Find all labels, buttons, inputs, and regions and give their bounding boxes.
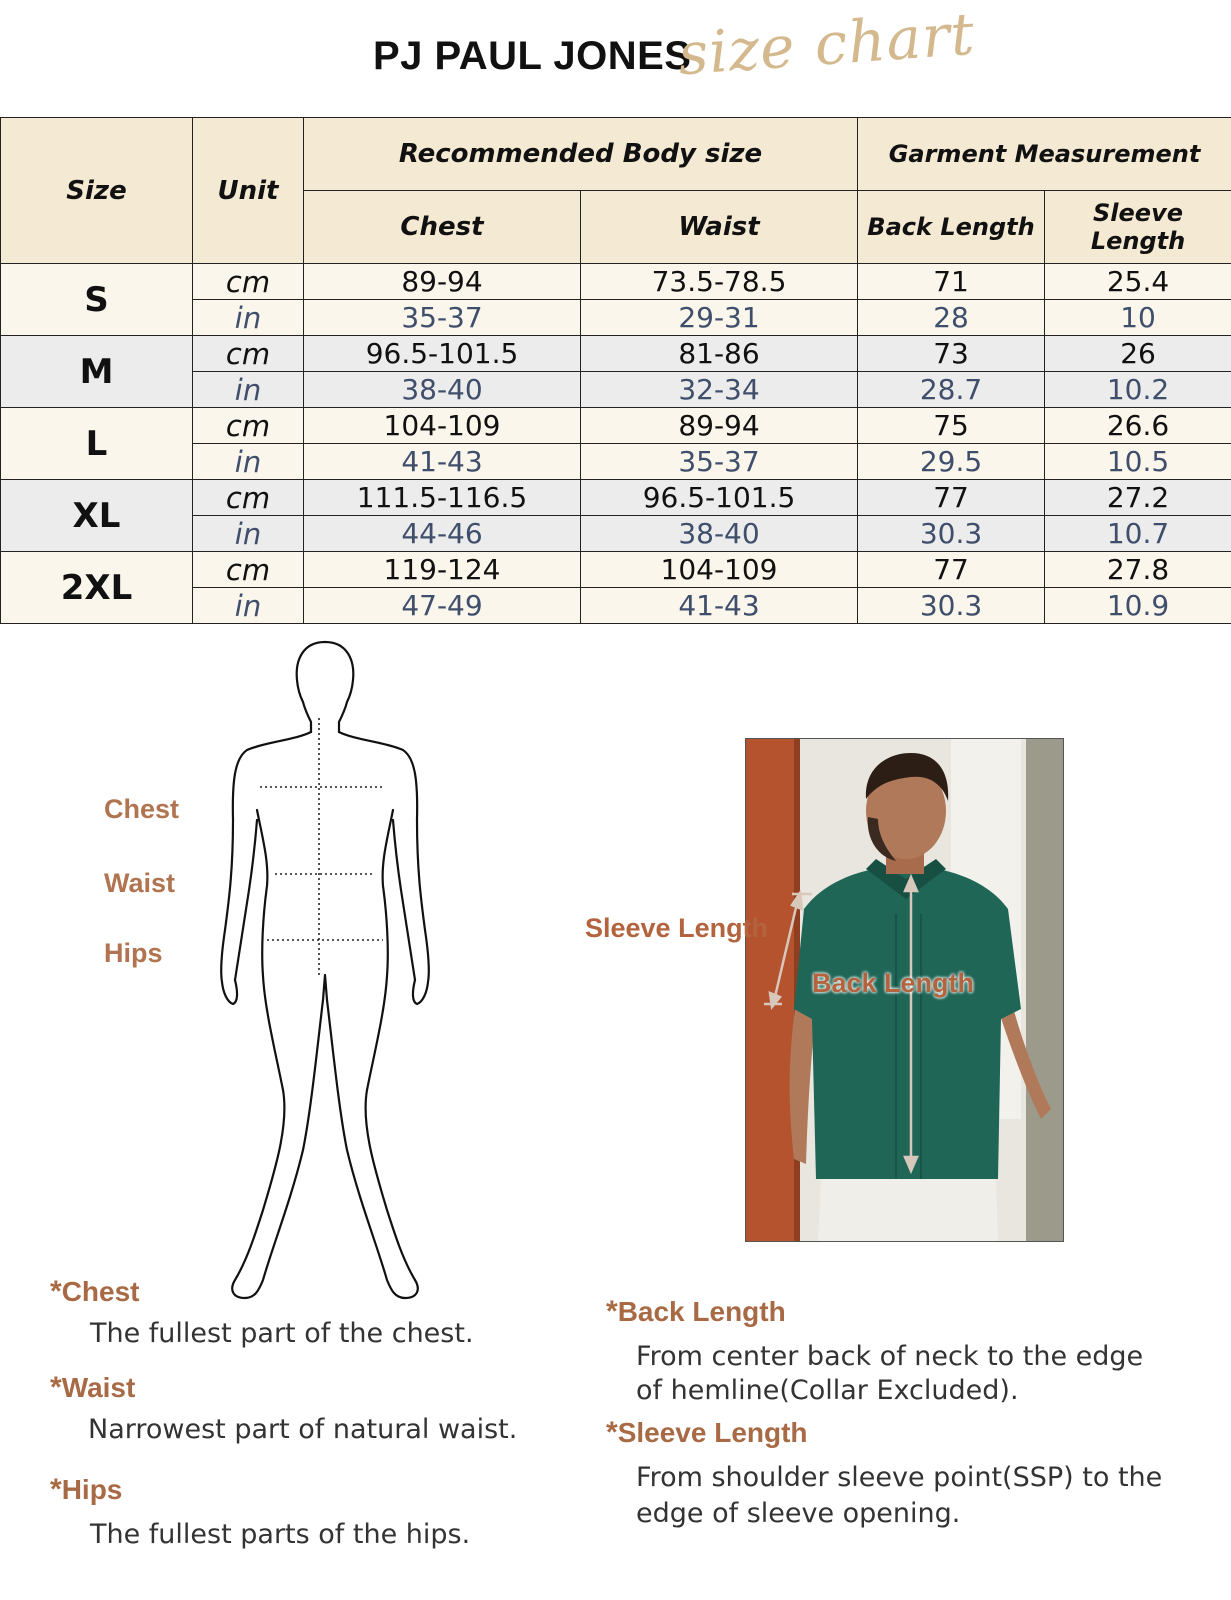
table-row bbox=[1, 264, 1231, 300]
star-icon: * bbox=[50, 1371, 62, 1404]
unit-cell: in bbox=[193, 516, 304, 552]
chest-cell: 96.5-101.5 bbox=[304, 336, 581, 372]
sleeve-length-cell: 10 bbox=[1045, 300, 1231, 336]
note-back-length-text-1: From center back of neck to the edge bbox=[636, 1341, 1144, 1372]
sleeve-length-cell: 10.7 bbox=[1045, 516, 1231, 552]
sleeve-length-cell: 27.8 bbox=[1045, 552, 1231, 588]
size-cell: S bbox=[1, 264, 193, 336]
sleeve-length-cell: 25.4 bbox=[1045, 264, 1231, 300]
header-waist: Waist bbox=[581, 191, 858, 264]
star-icon: * bbox=[606, 1295, 618, 1328]
waist-cell: 96.5-101.5 bbox=[581, 480, 858, 516]
back-length-cell: 77 bbox=[858, 480, 1045, 516]
chest-cell: 44-46 bbox=[304, 516, 581, 552]
chest-cell: 35-37 bbox=[304, 300, 581, 336]
body-outline-figure bbox=[205, 630, 445, 1305]
note-chest-title bbox=[50, 1275, 139, 1309]
table-row bbox=[1, 480, 1231, 516]
table-row bbox=[1, 336, 1231, 372]
note-sleeve-length-title bbox=[606, 1416, 808, 1450]
note-hips-title bbox=[50, 1473, 122, 1507]
star-icon: * bbox=[50, 1275, 62, 1308]
brand-title: PJ PAUL JONES bbox=[373, 34, 692, 78]
sleeve-length-cell: 10.2 bbox=[1045, 372, 1231, 408]
unit-cell: cm bbox=[193, 480, 304, 516]
waist-cell: 81-86 bbox=[581, 336, 858, 372]
back-length-cell: 30.3 bbox=[858, 588, 1045, 624]
sleeve-length-cell: 26.6 bbox=[1045, 408, 1231, 444]
note-back-length-title-text: Back Length bbox=[617, 1296, 786, 1327]
sleeve-length-cell: 10.9 bbox=[1045, 588, 1231, 624]
back-length-cell: 71 bbox=[858, 264, 1045, 300]
waist-cell: 104-109 bbox=[581, 552, 858, 588]
waist-cell: 35-37 bbox=[581, 444, 858, 480]
chest-cell: 38-40 bbox=[304, 372, 581, 408]
size-cell: L bbox=[1, 408, 193, 480]
table-row bbox=[1, 408, 1231, 444]
chest-label: Chest bbox=[104, 794, 180, 824]
table-row bbox=[1, 552, 1231, 588]
chest-cell: 119-124 bbox=[304, 552, 581, 588]
unit-cell: in bbox=[193, 588, 304, 624]
chest-cell: 111.5-116.5 bbox=[304, 480, 581, 516]
note-back-length-title bbox=[606, 1295, 786, 1329]
header-garment: Garment Measurement bbox=[858, 118, 1231, 191]
note-sleeve-length-text-1: From shoulder sleeve point(SSP) to the bbox=[636, 1462, 1163, 1493]
unit-cell: in bbox=[193, 372, 304, 408]
unit-cell: in bbox=[193, 300, 304, 336]
chest-cell: 47-49 bbox=[304, 588, 581, 624]
back-length-cell: 77 bbox=[858, 552, 1045, 588]
note-chest-title-text: Chest bbox=[61, 1276, 140, 1307]
note-waist-title bbox=[50, 1371, 135, 1405]
back-length-cell: 75 bbox=[858, 408, 1045, 444]
size-cell: M bbox=[1, 336, 193, 408]
note-sleeve-length-text-2: edge of sleeve opening. bbox=[636, 1498, 961, 1529]
back-length-cell: 28.7 bbox=[858, 372, 1045, 408]
note-sleeve-length-title-text: Sleeve Length bbox=[617, 1417, 808, 1448]
back-length-cell: 30.3 bbox=[858, 516, 1045, 552]
back-length-label: Back Length bbox=[812, 968, 975, 998]
waist-cell: 89-94 bbox=[581, 408, 858, 444]
waist-cell: 32-34 bbox=[581, 372, 858, 408]
unit-cell: cm bbox=[193, 264, 304, 300]
size-cell: XL bbox=[1, 480, 193, 552]
header-size: Size bbox=[1, 118, 193, 264]
note-waist-text: Narrowest part of natural waist. bbox=[88, 1414, 518, 1445]
header-body-size: Recommended Body size bbox=[304, 118, 858, 191]
header-sleeve-length: Sleeve Length bbox=[1045, 191, 1231, 264]
chest-cell: 104-109 bbox=[304, 408, 581, 444]
hips-label: Hips bbox=[104, 938, 163, 968]
unit-cell: cm bbox=[193, 336, 304, 372]
star-icon: * bbox=[606, 1416, 618, 1449]
chest-cell: 41-43 bbox=[304, 444, 581, 480]
waist-cell: 29-31 bbox=[581, 300, 858, 336]
note-hips-text: The fullest parts of the hips. bbox=[90, 1519, 471, 1550]
unit-cell: cm bbox=[193, 552, 304, 588]
size-cell: 2XL bbox=[1, 552, 193, 624]
sleeve-length-cell: 26 bbox=[1045, 336, 1231, 372]
header-back-length: Back Length bbox=[858, 191, 1045, 264]
chest-cell: 89-94 bbox=[304, 264, 581, 300]
sleeve-length-cell: 10.5 bbox=[1045, 444, 1231, 480]
note-waist-title-text: Waist bbox=[61, 1372, 136, 1403]
back-length-cell: 29.5 bbox=[858, 444, 1045, 480]
header-unit: Unit bbox=[193, 118, 304, 264]
unit-cell: in bbox=[193, 444, 304, 480]
waist-cell: 73.5-78.5 bbox=[581, 264, 858, 300]
back-length-cell: 28 bbox=[858, 300, 1045, 336]
back-length-cell: 73 bbox=[858, 336, 1045, 372]
sleeve-length-label: Sleeve Length bbox=[585, 913, 769, 943]
size-table bbox=[0, 117, 1231, 624]
star-icon: * bbox=[50, 1473, 62, 1506]
unit-cell: cm bbox=[193, 408, 304, 444]
waist-cell: 38-40 bbox=[581, 516, 858, 552]
sleeve-length-cell: 27.2 bbox=[1045, 480, 1231, 516]
note-hips-title-text: Hips bbox=[61, 1474, 123, 1505]
note-chest-text: The fullest part of the chest. bbox=[90, 1318, 474, 1349]
note-back-length-text-2: of hemline(Collar Excluded). bbox=[636, 1375, 1019, 1406]
waist-cell: 41-43 bbox=[581, 588, 858, 624]
size-chart-script-title: size chart bbox=[675, 0, 978, 89]
waist-label: Waist bbox=[104, 868, 176, 898]
header-chest: Chest bbox=[304, 191, 581, 264]
